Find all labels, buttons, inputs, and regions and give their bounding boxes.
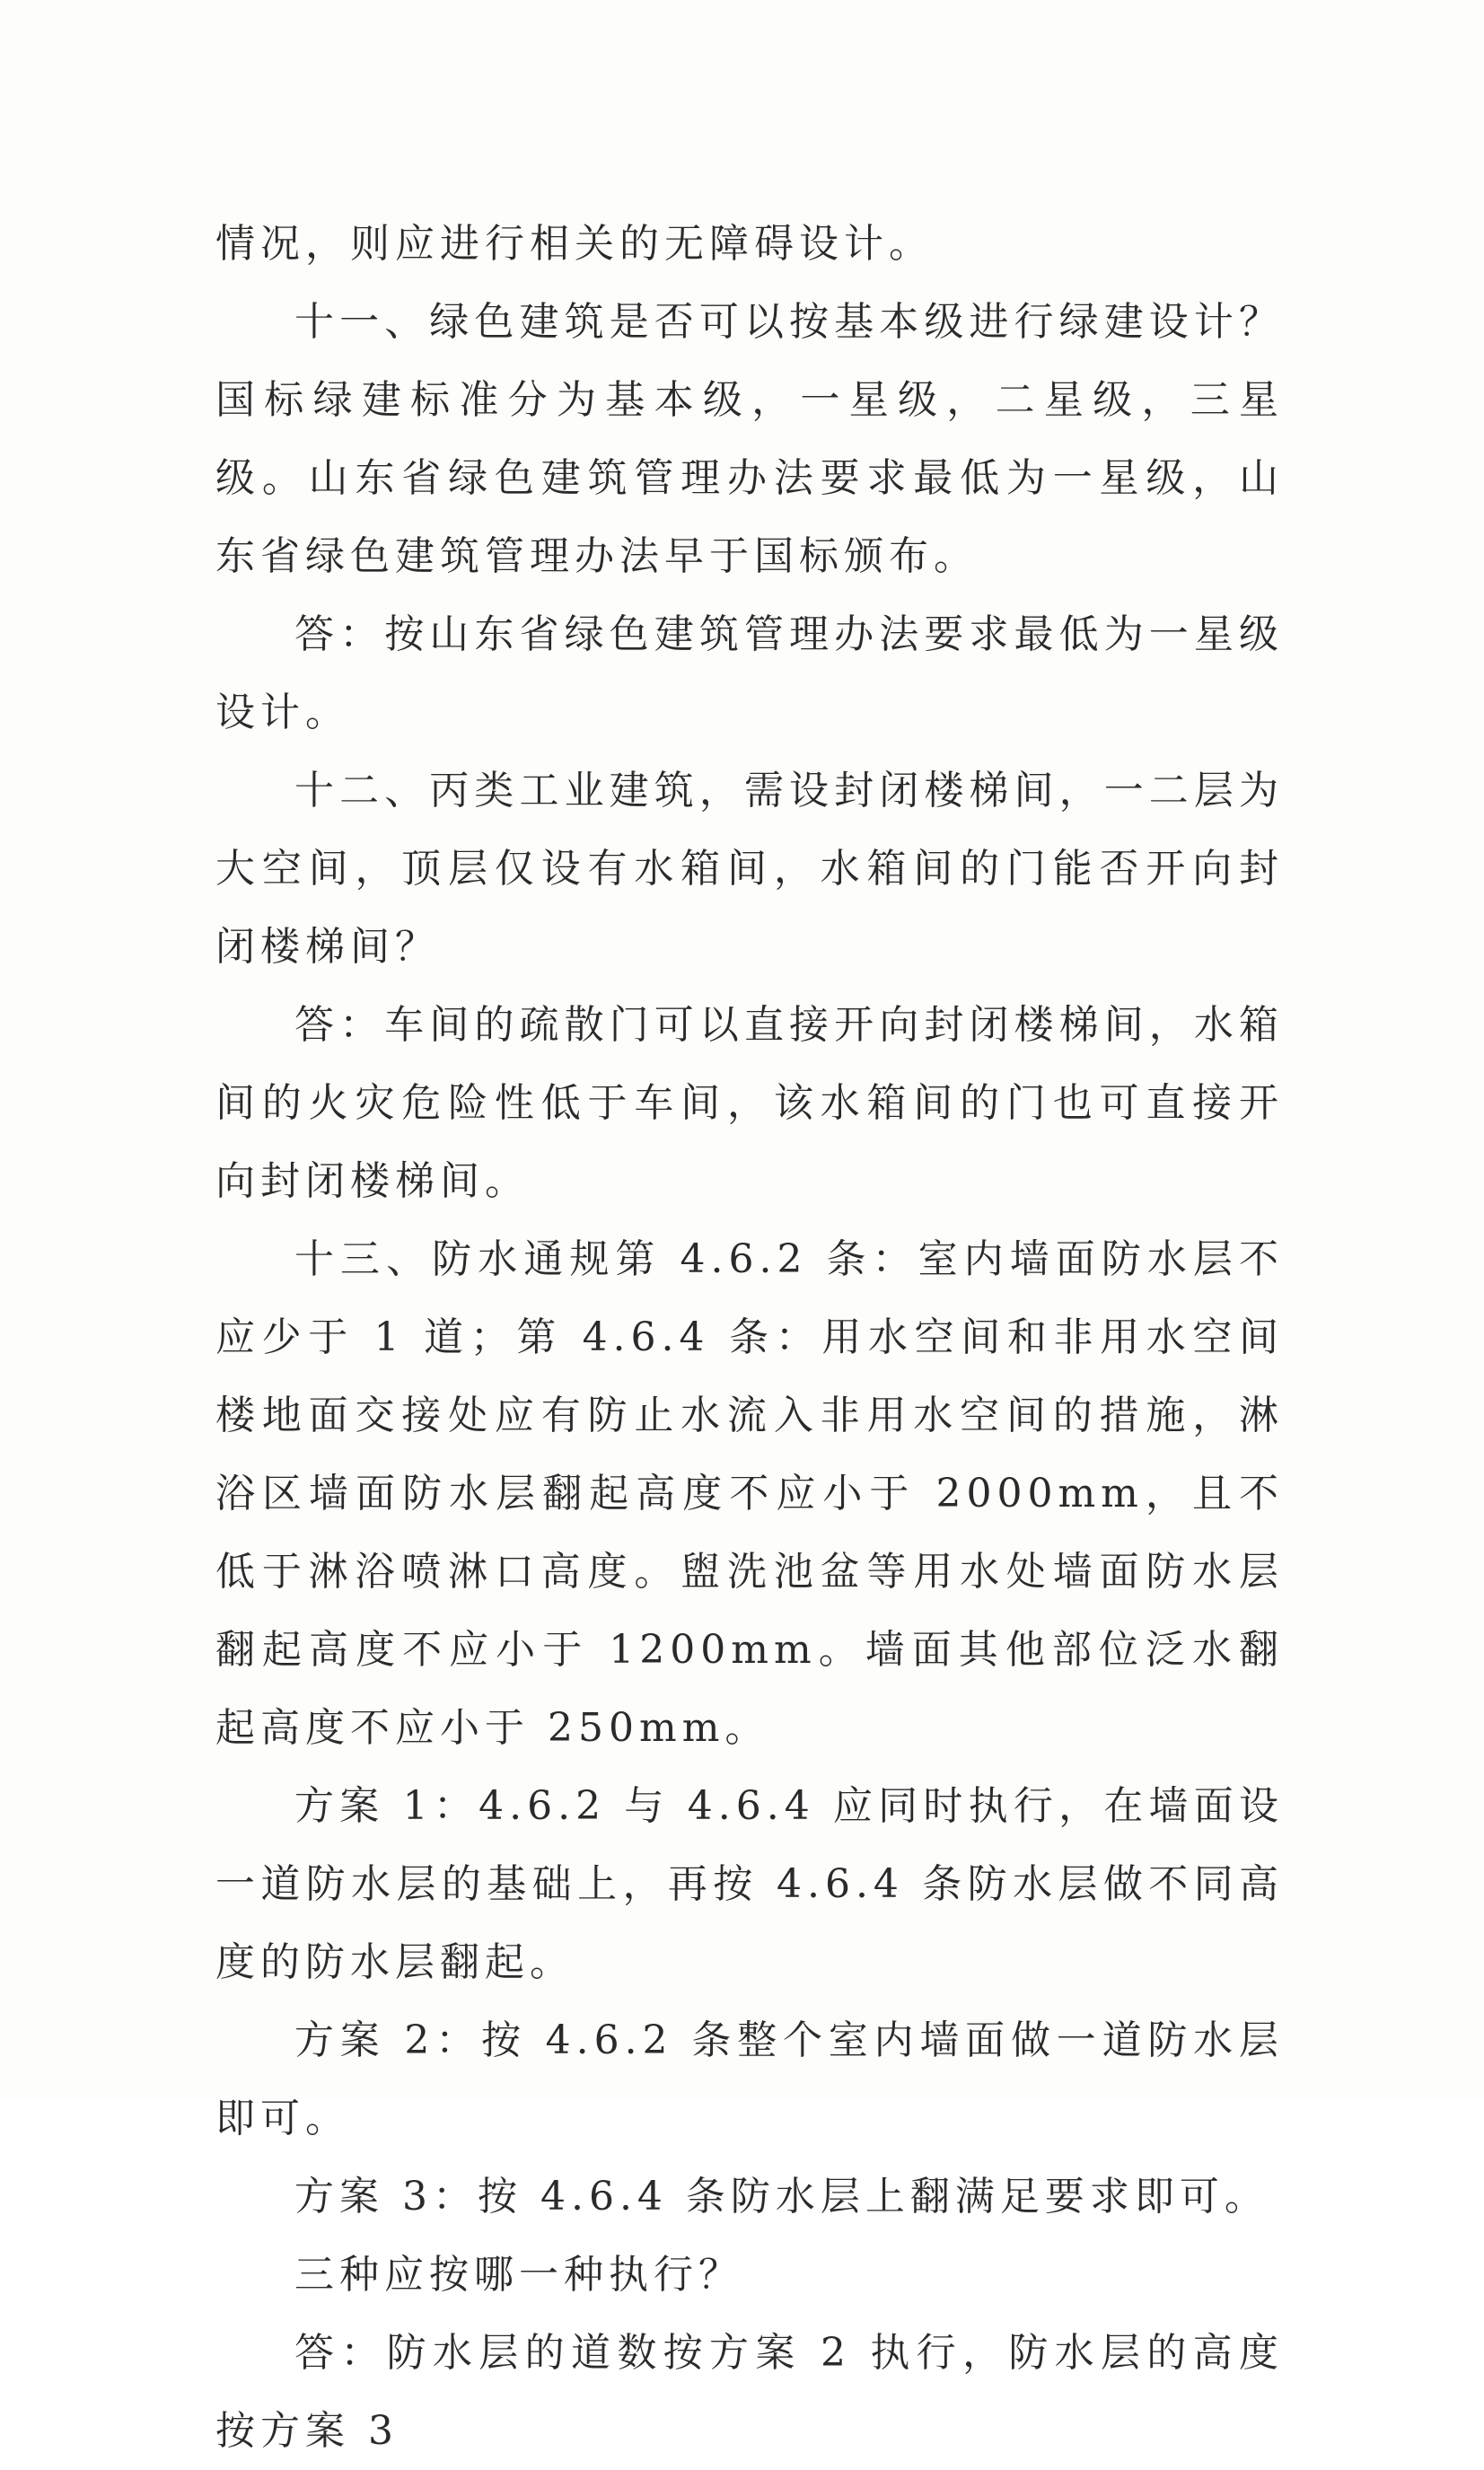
paragraph-question-12: 十二、丙类工业建筑，需设封闭楼梯间，一二层为大空间，顶层仅设有水箱间，水箱间的门能否开向封闭楼梯间？	[215, 768, 1284, 970]
paragraph-option-1: 方案 1：4.6.2 与 4.6.4 应同时执行，在墙面设一道防水层的基础上，再按 4.6.4 条防水层做不同高度的防水层翻起。	[215, 1783, 1284, 1985]
paragraph-answer-11: 答：按山东省绿色建筑管理办法要求最低为一星级设计。	[215, 611, 1284, 735]
document-body	[215, 205, 1284, 2470]
paragraph-option-2: 方案 2：按 4.6.2 条整个室内墙面做一道防水层即可。	[215, 2017, 1284, 2141]
paragraph-question-13: 十三、防水通规第 4.6.2 条：室内墙面防水层不应少于 1 道；第 4.6.4 条：用水空间和非用水空间楼地面交接处应有防止水流入非用水空间的措施，淋浴区墙面防水层翻起高度不应小于 2000mm，且不低于淋浴喷淋口高度。盥洗池盆等用水处墙面防水层翻起高度不应小于 1200mm。墙面其他部位泛水翻起高度不应小于 250mm。	[215, 1236, 1284, 1751]
paragraph-which-option: 三种应按哪一种执行？	[294, 2252, 743, 2298]
paragraph-answer-13: 答：防水层的道数按方案 2 执行，防水层的高度按方案 3	[215, 2330, 1284, 2454]
paragraph-question-11: 十一、绿色建筑是否可以按基本级进行绿建设计？国标绿建标准分为基本级，一星级，二星级，三星级。山东省绿色建筑管理办法要求最低为一星级，山东省绿色建筑管理办法早于国标颁布。	[215, 299, 1284, 579]
paragraph-option-3: 方案 3：按 4.6.4 条防水层上翻满足要求即可。	[294, 2174, 1269, 2219]
paragraph-answer-12: 答：车间的疏散门可以直接开向封闭楼梯间，水箱间的火灾危险性低于车间，该水箱间的门也可直接开向封闭楼梯间。	[215, 1002, 1284, 1204]
paragraph-accessibility-continuation: 情况，则应进行相关的无障碍设计。	[215, 221, 934, 267]
